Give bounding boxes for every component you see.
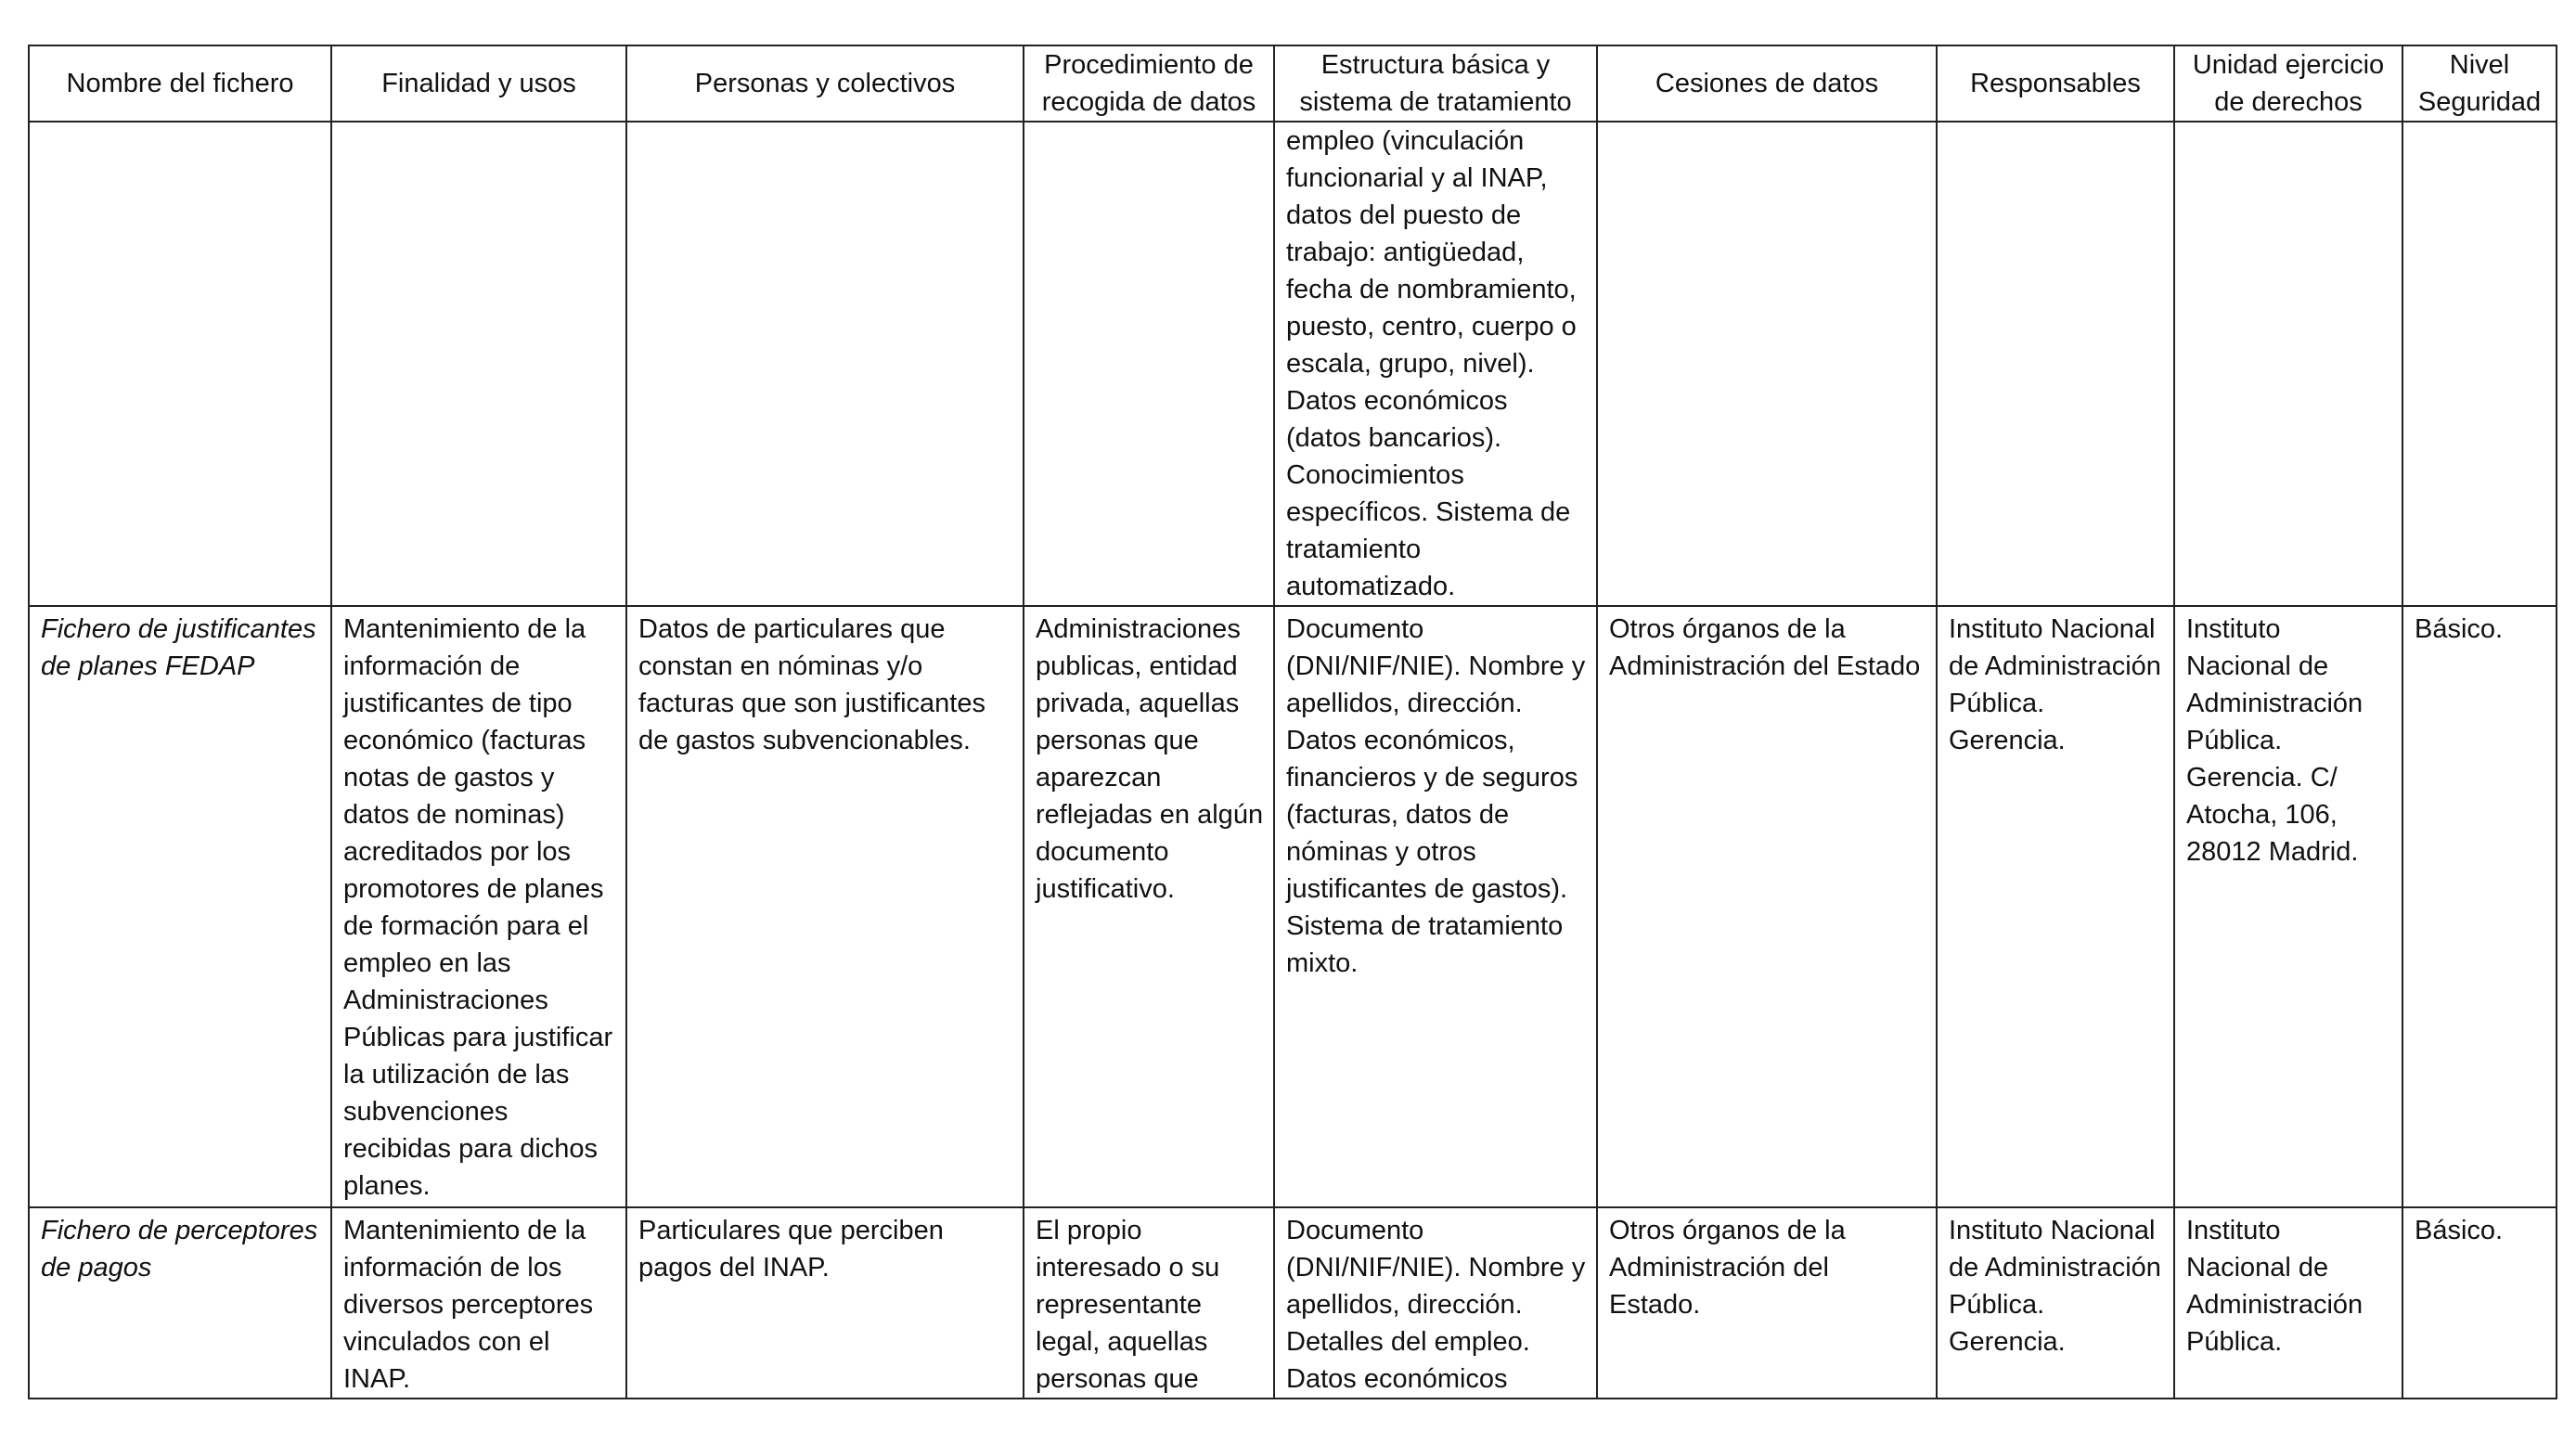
cell-nivel xyxy=(2402,122,2557,606)
cell-cesiones xyxy=(1597,122,1937,606)
cell-estructura: Documento (DNI/NIF/NIE). Nombre y apellidos, dirección. Detalles del empleo. Datos económicos xyxy=(1274,1207,1597,1399)
cell-cesiones: Otros órganos de la Administración del Estado xyxy=(1597,606,1937,1207)
header-nombre: Nombre del fichero xyxy=(29,45,331,122)
cell-personas: Datos de particulares que constan en nóminas y/o facturas que son justificantes de gastos subvencionables. xyxy=(626,606,1024,1207)
table-header-row xyxy=(29,45,2557,122)
cell-personas: Particulares que perciben pagos del INAP. xyxy=(626,1207,1024,1399)
cell-nombre xyxy=(29,122,331,606)
cell-nombre: Fichero de justificantes de planes FEDAP xyxy=(29,606,331,1207)
cell-personas xyxy=(626,122,1024,606)
cell-responsables xyxy=(1937,122,2174,606)
header-finalidad: Finalidad y usos xyxy=(331,45,626,122)
header-personas: Personas y colectivos xyxy=(626,45,1024,122)
cell-procedimiento: Administraciones publicas, entidad privada, aquellas personas que aparezcan reflejadas en algún documento justificativo. xyxy=(1024,606,1274,1207)
cell-responsables: Instituto Nacional de Administración Pública. Gerencia. xyxy=(1937,1207,2174,1399)
cell-unidad: Instituto Nacional de Administración Pública. Gerencia. C/ Atocha, 106, 28012 Madrid. xyxy=(2174,606,2402,1207)
header-nivel: Nivel Seguridad xyxy=(2402,45,2557,122)
cell-unidad: Instituto Nacional de Administración Pública. xyxy=(2174,1207,2402,1399)
header-unidad: Unidad ejercicio de derechos xyxy=(2174,45,2402,122)
header-estructura: Estructura básica y sistema de tratamiento xyxy=(1274,45,1597,122)
cell-nivel: Básico. xyxy=(2402,606,2557,1207)
data-files-table xyxy=(28,45,2557,1399)
table-row xyxy=(29,122,2557,606)
header-cesiones: Cesiones de datos xyxy=(1597,45,1937,122)
cell-finalidad xyxy=(331,122,626,606)
header-procedimiento: Procedimiento de recogida de datos xyxy=(1024,45,1274,122)
cell-procedimiento xyxy=(1024,122,1274,606)
cell-finalidad: Mantenimiento de la información de los diversos perceptores vinculados con el INAP. xyxy=(331,1207,626,1399)
cell-unidad xyxy=(2174,122,2402,606)
cell-nombre: Fichero de perceptores de pagos xyxy=(29,1207,331,1399)
cell-responsables: Instituto Nacional de Administración Pública. Gerencia. xyxy=(1937,606,2174,1207)
cell-finalidad: Mantenimiento de la información de justificantes de tipo económico (facturas notas de gastos y datos de nominas) acreditados por los promotores de planes de formación para el empleo en las Administraciones Públicas para justificar la utilización de las subvenciones recibidas para dichos planes. xyxy=(331,606,626,1207)
table-row xyxy=(29,1207,2557,1399)
cell-estructura: Documento (DNI/NIF/NIE). Nombre y apellidos, dirección. Datos económicos, financieros y de seguros (facturas, datos de nóminas y otros justificantes de gastos). Sistema de tratamiento mixto. xyxy=(1274,606,1597,1207)
cell-procedimiento: El propio interesado o su representante legal, aquellas personas que xyxy=(1024,1207,1274,1399)
cell-nivel: Básico. xyxy=(2402,1207,2557,1399)
cell-cesiones: Otros órganos de la Administración del Estado. xyxy=(1597,1207,1937,1399)
table-row xyxy=(29,606,2557,1207)
cell-estructura: empleo (vinculación funcionarial y al INAP, datos del puesto de trabajo: antigüedad, fecha de nombramiento, puesto, centro, cuerpo o escala, grupo, nivel). Datos económicos (datos bancarios). Conocimientos específicos. Sistema de tratamiento automatizado. xyxy=(1274,122,1597,606)
header-responsables: Responsables xyxy=(1937,45,2174,122)
